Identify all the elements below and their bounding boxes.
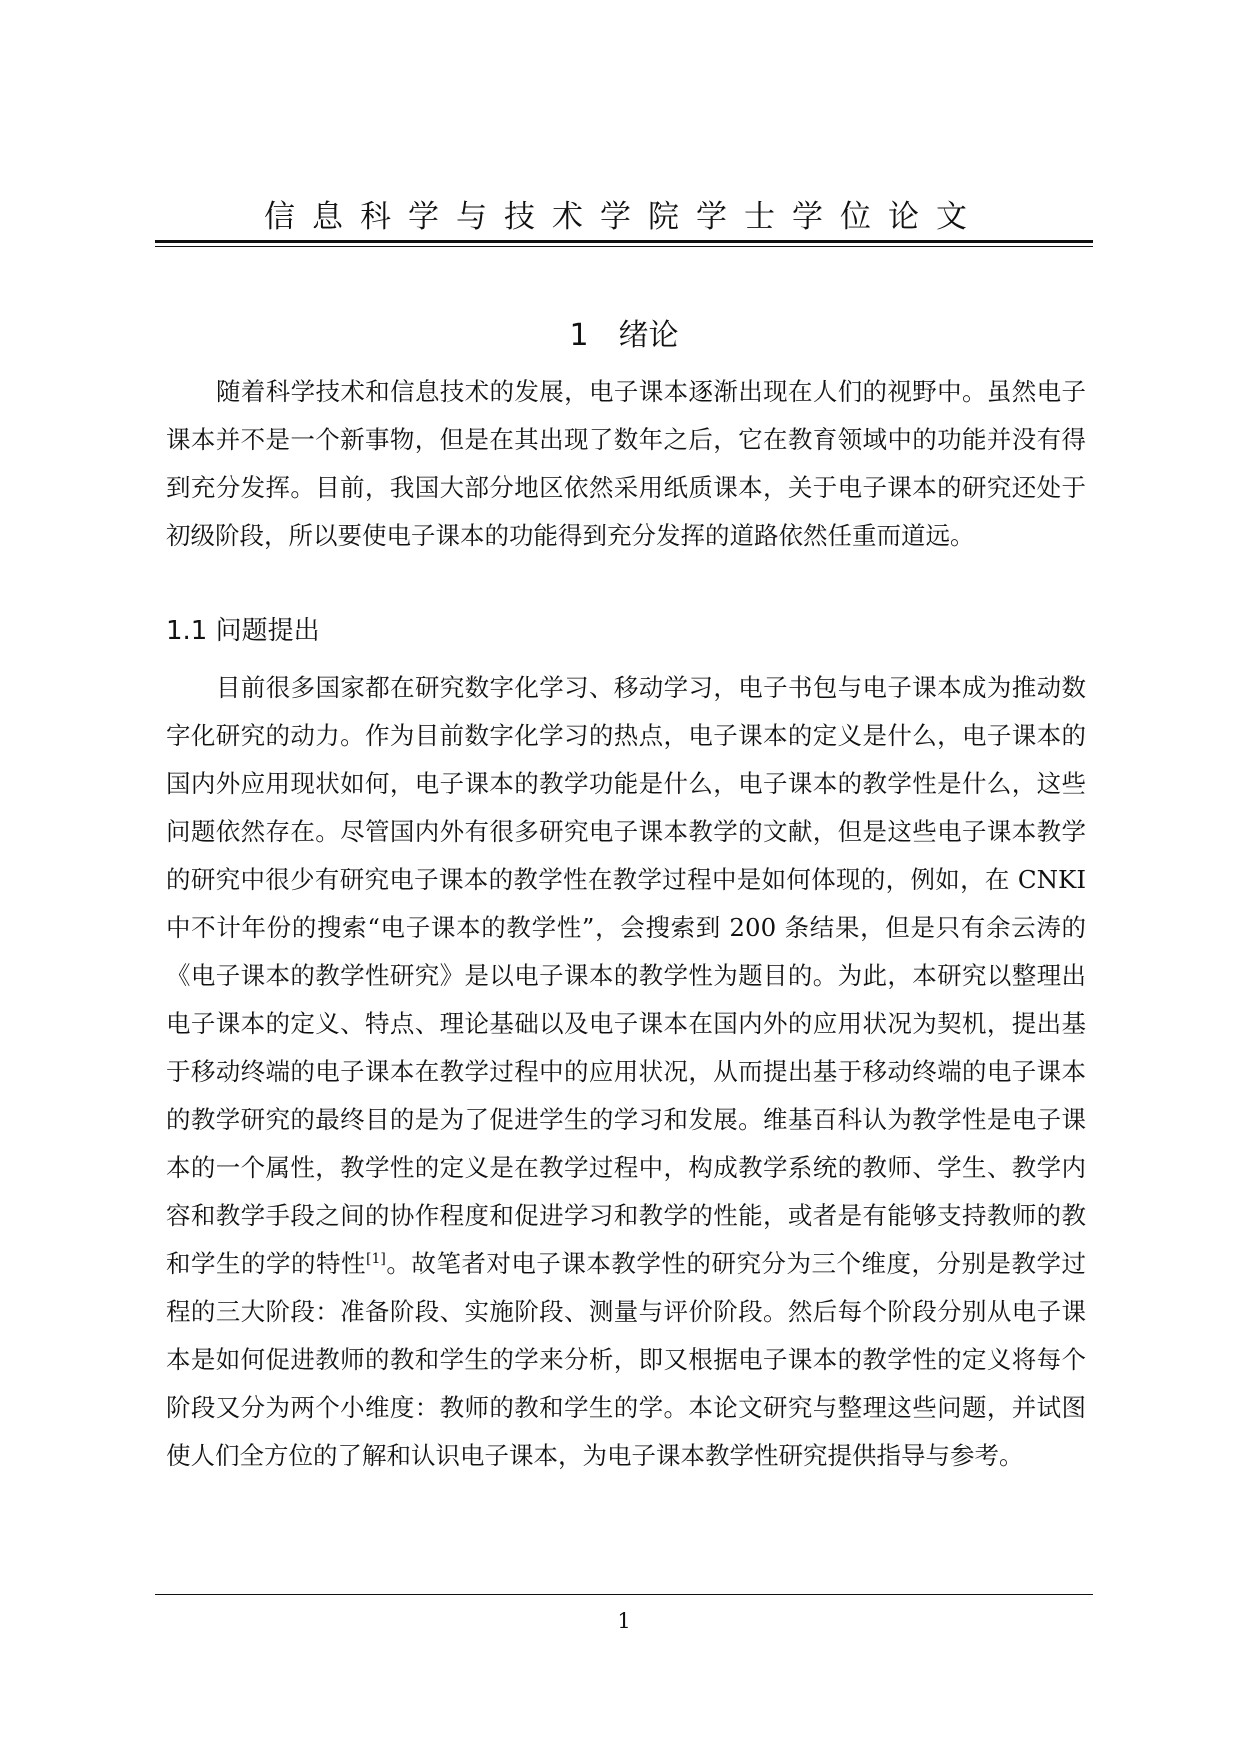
section-title: 问题提出 — [215, 616, 320, 646]
section-paragraph — [166, 664, 1086, 1480]
intro-paragraph: 随着科学技术和信息技术的发展，电子课本逐渐出现在人们的视野中。虽然电子课本并不是一个新事物，但是在其出现了数年之后，它在教育领域中的功能并没有得到充分发挥。目前，我国大部分地区依然采用纸质课本，关于电子课本的研究还处于初级阶段，所以要使电子课本的功能得到充分发挥的道路依然任重而道远。 — [166, 377, 1086, 550]
chapter-heading — [155, 316, 1093, 356]
paragraph-text-before-citation: 目前很多国家都在研究数字化学习、移动学习，电子书包与电子课本成为推动数字化研究的动力。作为目前数字化学习的热点，电子课本的定义是什么，电子课本的国内外应用现状如何，电子课本的教学功能是什么，电子课本的教学性是什么，这些问题依然存在。尽管国内外有很多研究电子课本教学的文献，但是这些电子课本教学的研究中很少有研究电子课本的教学性在教学过程中是如何体现的，例如，在 CNKI 中不计年份的搜索“电子课本的教学性”，会搜索到 200 条结果，但是只有余云涛的《电子课本的教学性研究》是以电子课本的教学性为题目的。为此，本研究以整理出电子课本的定义、特点、理论基础以及电子课本在国内外的应用状况为契机，提出基于移动终端的电子课本在教学过程中的应用状况，从而提出基于移动终端的电子课本的教学研究的最终目的是为了促进学生的学习和发展。维基百科认为教学性是电子课本的一个属性，教学性的定义是在教学过程中，构成教学系统的教师、学生、教学内容和教学手段之间的协作程度和促进学习和教学的性能，或者是有能够支持教师的教和学生的学的特性 — [166, 673, 1086, 1278]
header-rule-thin — [155, 246, 1093, 247]
page-number: 1 — [617, 1609, 631, 1633]
chapter-number: 1 — [569, 318, 589, 353]
running-header-title: 信息科学与技术学院学士学位论文 — [264, 199, 984, 235]
chapter-title: 绪论 — [618, 318, 679, 353]
header-rule-thick — [155, 240, 1093, 243]
section-number: 1.1 — [166, 616, 208, 646]
paragraph-text-after-citation: 。故笔者对电子课本教学性的研究分为三个维度，分别是教学过程的三大阶段：准备阶段、实施阶段、测量与评价阶段。然后每个阶段分别从电子课本是如何促进教师的教和学生的学来分析，即又根据电子课本的教学性的定义将每个阶段又分为两个小维度：教师的教和学生的学。本论文研究与整理这些问题，并试图使人们全方位的了解和认识电子课本，为电子课本教学性研究提供指导与参考。 — [166, 1249, 1087, 1470]
citation-marker[interactable]: [1] — [366, 1251, 386, 1267]
section-heading — [166, 613, 320, 649]
footer-rule — [155, 1594, 1093, 1595]
